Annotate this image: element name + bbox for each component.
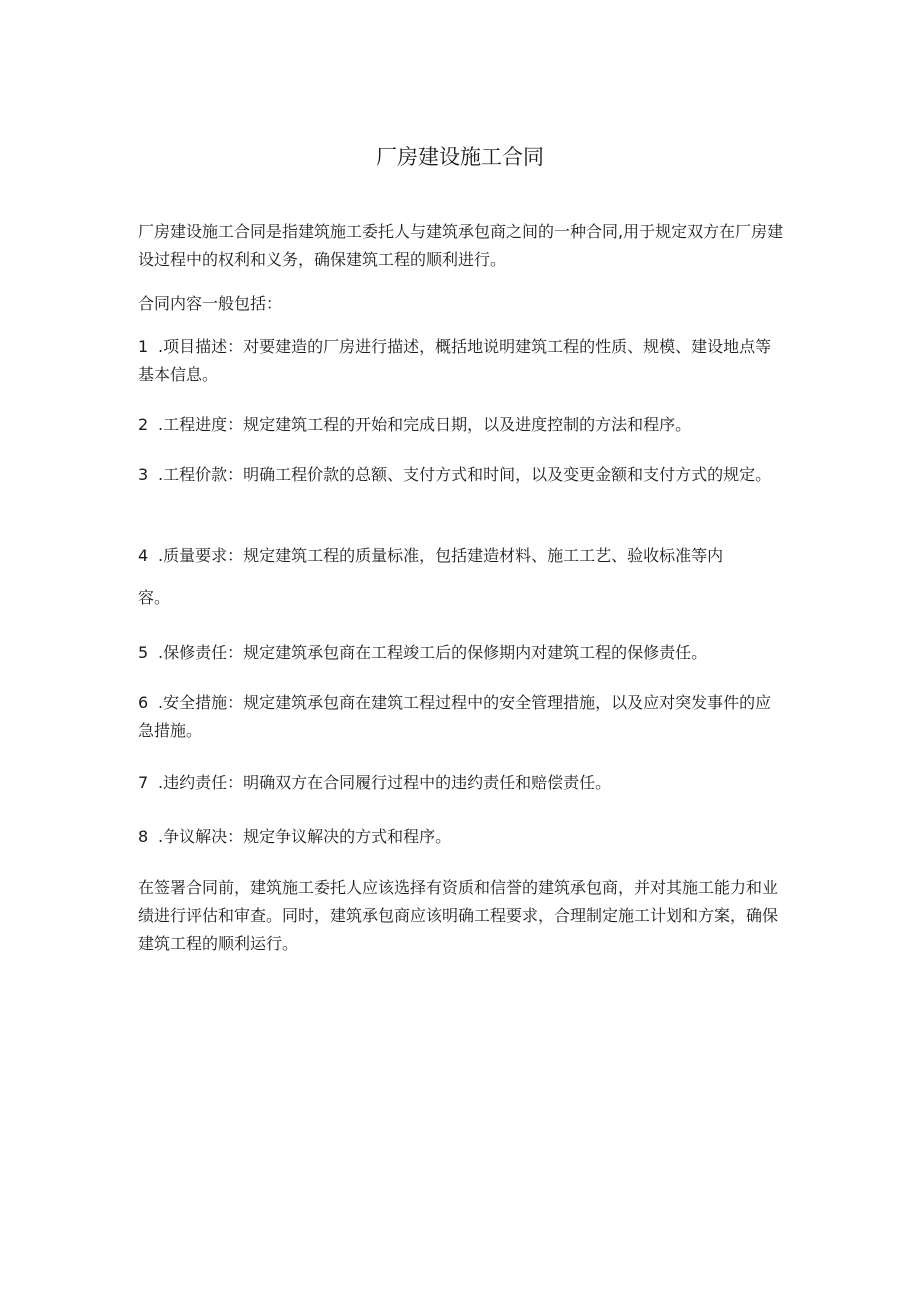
item-text: .安全措施：规定建筑承包商在建筑工程过程中的安全管理措施，以及应对突发事件的应急措施。 xyxy=(138,693,772,740)
item-text: .违约责任：明确双方在合同履行过程中的违约责任和赔偿责任。 xyxy=(158,773,612,792)
item-text: .保修责任：规定建筑承包商在工程竣工后的保修期内对建筑工程的保修责任。 xyxy=(158,643,708,662)
list-item xyxy=(138,823,786,851)
list-item xyxy=(138,689,786,745)
item-number: 8 xyxy=(138,827,149,846)
item-text: .项目描述：对要建造的厂房进行描述，概括地说明建筑工程的性质、规模、建设地点等基本信息。 xyxy=(138,337,772,384)
item-number: 3 xyxy=(138,465,149,484)
item-number: 1 xyxy=(138,337,149,356)
list-item xyxy=(138,333,786,389)
list-item xyxy=(138,639,786,667)
item-number: 4 xyxy=(138,546,149,565)
list-item xyxy=(138,461,786,489)
closing-paragraph: 在签署合同前，建筑施工委托人应该选择有资质和信誉的建筑承包商，并对其施工能力和业绩进行评估和审查。同时，建筑承包商应该明确工程要求，合理制定施工计划和方案，确保建筑工程的顺利运行。 xyxy=(138,878,779,953)
item-number: 5 xyxy=(138,643,149,662)
list-item xyxy=(138,769,786,797)
document-title: 厂房建设施工合同 xyxy=(376,145,544,169)
intro-paragraph: 厂房建设施工合同是指建筑施工委托人与建筑承包商之间的一种合同,用于规定双方在厂房建设过程中的权利和义务，确保建筑工程的顺利进行。 xyxy=(138,222,784,269)
list-item xyxy=(138,411,786,439)
item-text: .争议解决：规定争议解决的方式和程序。 xyxy=(158,827,452,846)
list-item xyxy=(138,542,786,570)
item-text: .工程价款：明确工程价款的总额、支付方式和时间，以及变更金额和支付方式的规定。 xyxy=(158,465,772,484)
item-text: .工程进度：规定建筑工程的开始和完成日期，以及进度控制的方法和程序。 xyxy=(158,415,692,434)
item-number: 6 xyxy=(138,693,149,712)
list-item-continuation: 容。 xyxy=(138,588,171,607)
item-text: .质量要求：规定建筑工程的质量标准，包括建造材料、施工工艺、验收标准等内 xyxy=(158,546,724,565)
contents-lead: 合同内容一般包括： xyxy=(138,294,283,313)
item-number: 7 xyxy=(138,773,149,792)
item-number: 2 xyxy=(138,415,149,434)
